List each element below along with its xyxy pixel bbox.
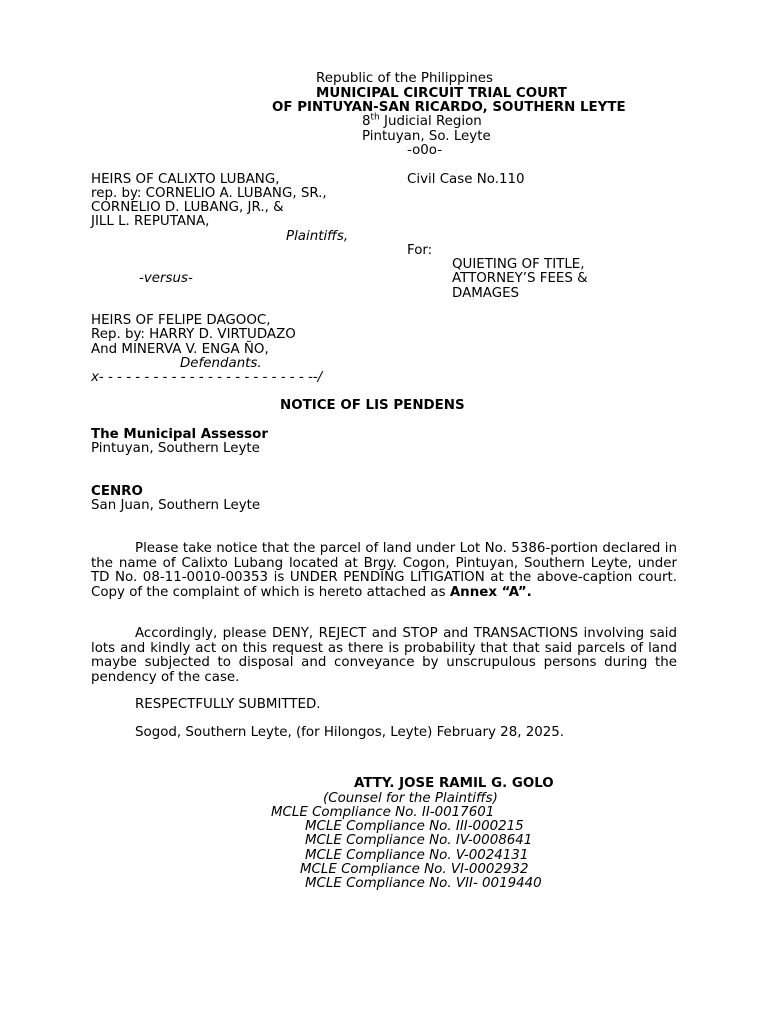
addressee-address: Pintuyan, Southern Leyte xyxy=(91,441,260,456)
addressee-address: San Juan, Southern Leyte xyxy=(91,498,261,513)
annex-reference: Annex “A”. xyxy=(449,584,532,600)
paragraph-text: Accordingly, please DENY, REJECT and STOP and TRANSACTIONS involving said lots and kindly act on this request as there is probability that that said parcels of land maybe subjected to disposal and conveyance by unscrupulous persons during the pendency of the case. xyxy=(91,626,677,685)
region-suffix: th xyxy=(370,112,380,123)
plaintiff-line: rep. by: CORNELIO A. LUBANG, SR., xyxy=(91,186,327,201)
body-paragraph-1 xyxy=(91,542,677,600)
plaintiff-line: CORNELIO D. LUBANG, JR., & xyxy=(91,200,284,215)
plaintiffs-label: Plaintiffs, xyxy=(286,229,349,244)
header-separator: -o0o- xyxy=(407,143,443,158)
signatory-role: (Counsel for the Plaintiffs) xyxy=(323,791,498,806)
mcle-compliance: MCLE Compliance No. III-000215 xyxy=(305,819,524,834)
mcle-compliance: MCLE Compliance No. VII- 0019440 xyxy=(305,876,542,891)
defendants-label: Defendants. xyxy=(180,356,262,371)
mcle-compliance: MCLE Compliance No. IV-0008641 xyxy=(305,833,533,848)
respectfully-submitted: RESPECTFULLY SUBMITTED. xyxy=(135,697,321,712)
republic-line: Republic of the Philippines xyxy=(316,71,494,86)
plaintiff-line: JILL L. REPUTANA, xyxy=(91,214,210,229)
region-number: 8 xyxy=(362,114,371,129)
defendant-line: Rep. by: HARRY D. VIRTUDAZO xyxy=(91,327,296,342)
court-location: Pintuyan, So. Leyte xyxy=(362,129,491,144)
case-number: Civil Case No.110 xyxy=(407,172,525,187)
defendant-line: HEIRS OF FELIPE DAGOOC, xyxy=(91,313,271,328)
mcle-compliance: MCLE Compliance No. VI-0002932 xyxy=(300,862,529,877)
caption-closing-line: x- - - - - - - - - - - - - - - - - - - - - - - --/ xyxy=(91,370,323,385)
date-place-line: Sogod, Southern Leyte, (for Hilongos, Leyte) February 28, 2025. xyxy=(135,725,565,740)
region-text: Judicial Region xyxy=(379,114,482,129)
mcle-compliance: MCLE Compliance No. II-0017601 xyxy=(271,805,495,820)
signatory-name: ATTY. JOSE RAMIL G. GOLO xyxy=(354,776,554,791)
body-paragraph-2 xyxy=(91,627,677,685)
case-nature-line: QUIETING OF TITLE, xyxy=(452,257,585,272)
paragraph-text: Please take notice that the parcel of land under Lot No. 5386-portion declared in the name of Calixto Lubang located at Brgy. Cogon, Pintuyan, Southern Leyte, under TD No. 08-11-0010-00353 is UNDER PENDING LITIGATION at the above-caption court. Copy of the complaint of which is hereto attached as xyxy=(91,541,677,600)
plaintiff-line: HEIRS OF CALIXTO LUBANG, xyxy=(91,172,280,187)
for-label: For: xyxy=(407,243,433,258)
addressee-name: CENRO xyxy=(91,484,143,499)
addressee-name: The Municipal Assessor xyxy=(91,427,268,442)
court-name-line2: OF PINTUYAN-SAN RICARDO, SOUTHERN LEYTE xyxy=(272,100,626,115)
judicial-region xyxy=(362,112,482,130)
court-name-line1: MUNICIPAL CIRCUIT TRIAL COURT xyxy=(316,86,567,101)
mcle-compliance: MCLE Compliance No. V-0024131 xyxy=(305,848,529,863)
defendant-line: And MINERVA V. ENGA ÑO, xyxy=(91,342,269,357)
case-nature-line: ATTORNEY’S FEES & xyxy=(452,271,588,286)
case-nature-line: DAMAGES xyxy=(452,286,520,301)
versus-label: -versus- xyxy=(139,271,193,286)
document-title: NOTICE OF LIS PENDENS xyxy=(280,398,465,413)
